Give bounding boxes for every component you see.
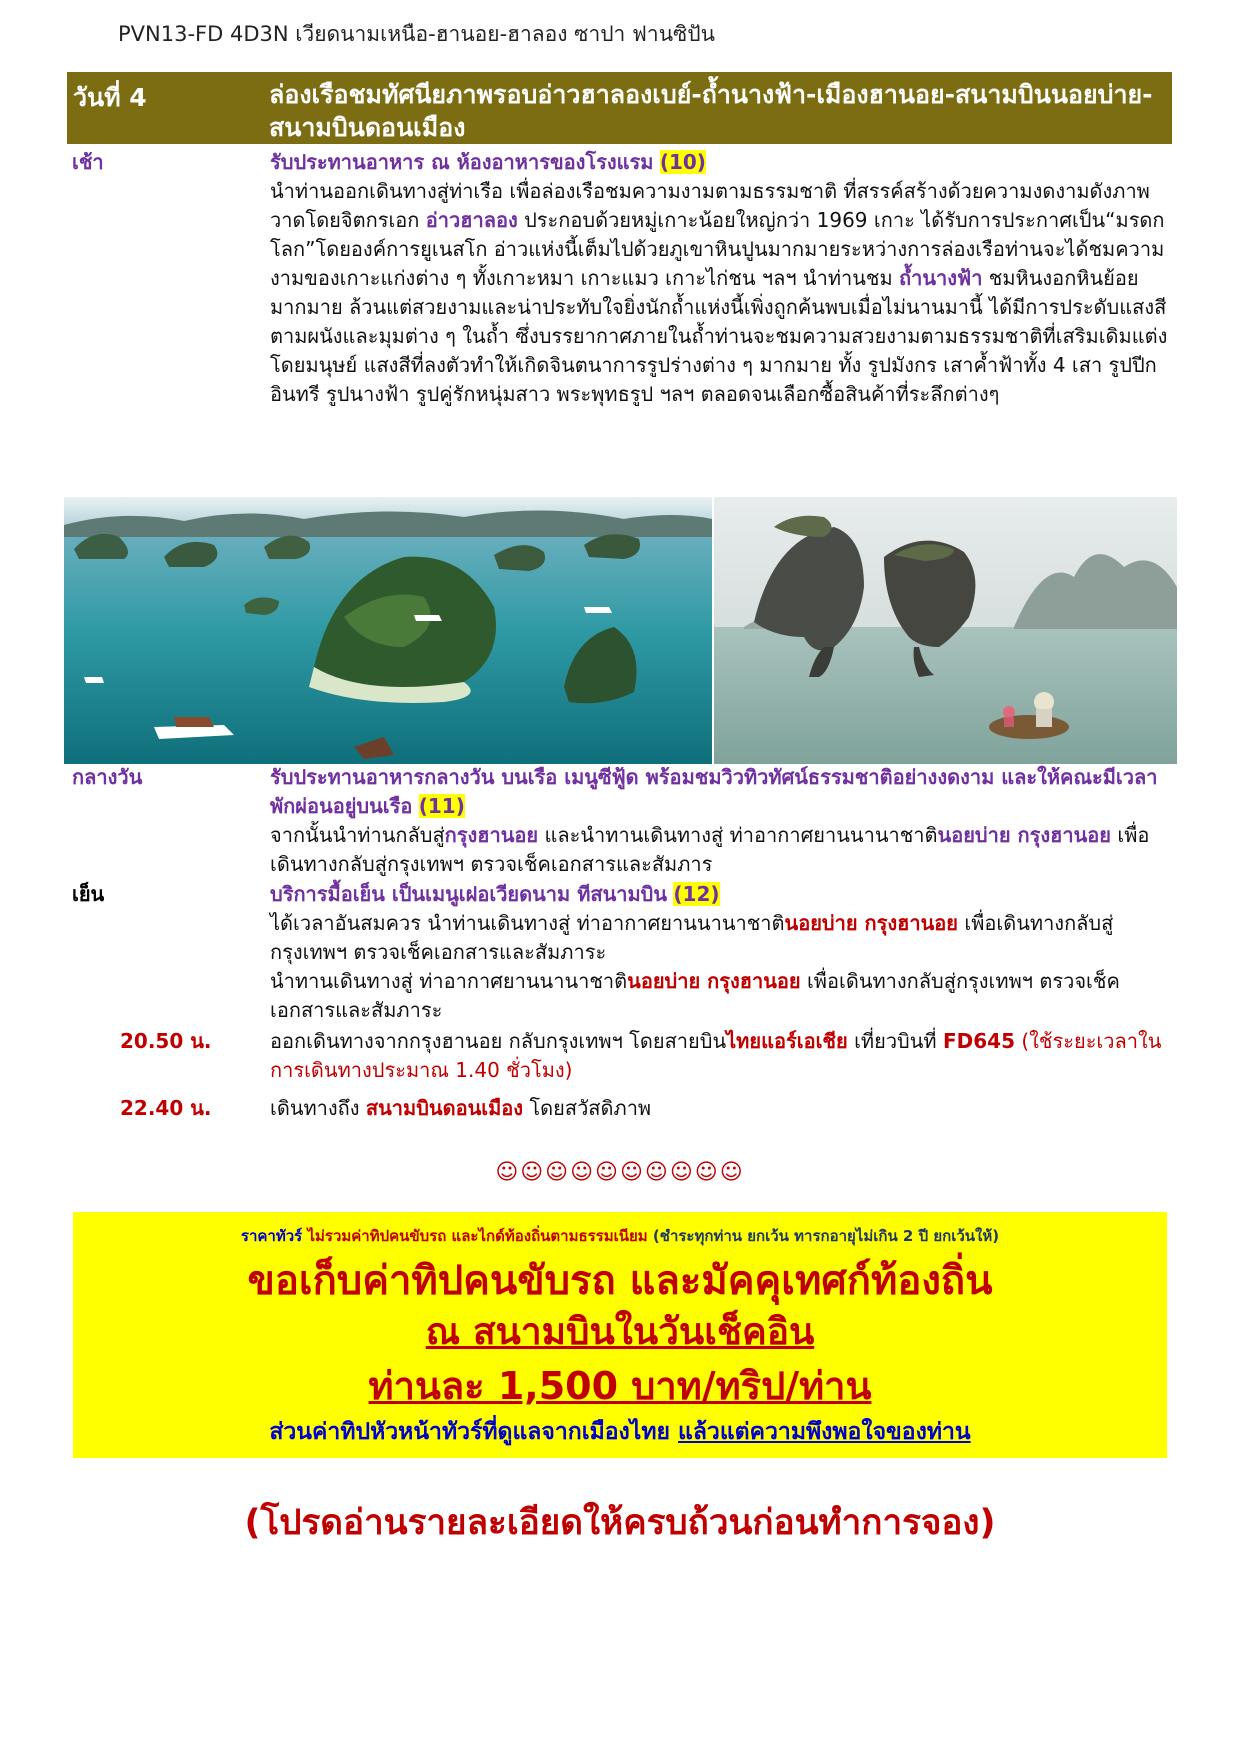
morning-meal-number: (10) bbox=[659, 150, 706, 174]
midday-text bbox=[270, 763, 1170, 879]
tip-line-5b: แล้วแต่ความพึงพอใจของท่าน bbox=[678, 1419, 971, 1445]
tip-line-4: ท่านละ 1,500 บาท/ทริป/ท่าน bbox=[368, 1364, 872, 1408]
day-number: วันที่ 4 bbox=[73, 83, 147, 112]
evening-label: เย็น bbox=[72, 882, 105, 906]
hanoi-highlight: กรุงฮานอย bbox=[444, 823, 539, 847]
twin-rocks-photo bbox=[714, 497, 1177, 764]
evening-meal: บริการมื้อเย็น เป็นเมนูเฝอเวียดนาม ทีสนามบิน bbox=[270, 882, 668, 906]
evening-desc-a2: เพื่อเดินทางกลับสู่กรุงเทพฯ ตรวจเช็คเอกสารและสัมภาระ bbox=[270, 911, 1114, 964]
morning-desc-1: นำท่านออกเดินทางสู่ท่าเรือ เพื่อล่องเรือชมความงามตามธรรมชาติ ที่สรรค์สร้างด้วยความงดงามดังภาพวาดโดยจิตกรเอก bbox=[270, 179, 1150, 232]
arrival-airport: สนามบินดอนเมือง bbox=[365, 1096, 524, 1120]
tip-notice-box bbox=[73, 1212, 1167, 1458]
midday-label: กลางวัน bbox=[72, 765, 143, 789]
flight-duration-note: (ใช้ระยะเวลาในการเดินทางประมาณ 1.40 ชั่วโมง) bbox=[270, 1029, 1162, 1082]
evening-noibai-b: นอยบ่าย กรุงฮานอย bbox=[627, 969, 801, 993]
arrival-text bbox=[270, 1094, 1170, 1123]
tip-line-1a: ราคาทัวร์ bbox=[240, 1227, 303, 1245]
evening-desc-b1: นำทานเดินทางสู่ ท่าอากาศยานนานาชาติ bbox=[270, 969, 628, 993]
departure-desc-1: ออกเดินทางจากกรุงฮานอย กลับกรุงเทพฯ โดยสายบิน bbox=[270, 1029, 727, 1053]
morning-text bbox=[270, 148, 1170, 409]
noibai-highlight: นอยบ่าย กรุงฮานอย bbox=[937, 823, 1111, 847]
arrival-time: 22.40 น. bbox=[120, 1096, 212, 1120]
tour-code: PVN13-FD 4D3N เวียดนามเหนือ-ฮานอย-ฮาลอง ซาปา ฟานซิปัน bbox=[118, 22, 715, 46]
tip-line-1 bbox=[73, 1224, 1167, 1248]
departure-text bbox=[270, 1027, 1170, 1085]
departure-desc-2: เที่ยวบินที่ bbox=[854, 1029, 937, 1053]
departure-time: 20.50 น. bbox=[120, 1029, 212, 1053]
smiley-divider: ☺☺☺☺☺☺☺☺☺☺ bbox=[495, 1160, 745, 1185]
arrival-desc-1: เดินทางถึง bbox=[270, 1096, 360, 1120]
evening-text bbox=[270, 880, 1170, 1025]
arrival-desc-2: โดยสวัสดิภาพ bbox=[529, 1096, 652, 1120]
flight-number: FD645 bbox=[942, 1029, 1015, 1053]
footer-notice: (โปรดอ่านรายละเอียดให้ครบถ้วนก่อนทำการจอง) bbox=[244, 1503, 996, 1543]
tip-line-2: ขอเก็บค่าทิปคนขับรถ และมัคคุเทศก์ท้องถิ่น bbox=[247, 1258, 993, 1304]
tip-line-1b: ไม่รวมค่าทิปคนขับรถ และไกด์ท้องถิ่นตามธรรมเนียม bbox=[307, 1227, 648, 1245]
tip-line-5a: ส่วนค่าทิปหัวหน้าทัวร์ที่ดูแลจากเมืองไทย bbox=[269, 1419, 670, 1445]
morning-meal: รับประทานอาหาร ณ ห้องอาหารของโรงแรม bbox=[270, 150, 654, 174]
evening-desc-b2: เพื่อเดินทางกลับสู่กรุงเทพฯ ตรวจเช็คเอกสารและสัมภาระ bbox=[270, 969, 1120, 1022]
midday-desc-2: และนำทานเดินทางสู่ ท่าอากาศยานนานาชาติ bbox=[544, 823, 938, 847]
morning-desc-2: ประกอบด้วยหมู่เกาะน้อยใหญ่กว่า 1969 เกาะ ได้รับการประกาศเป็น“มรดกโลก”โดยองค์การยูเนสโก อ่าวแห่งนี้เต็มไปด้วยภูเขาหินปูนมากมายระหว่างการล่องเรือท่านจะได้ชมความงามของเกาะแก่งต่าง ๆ ทั้งเกาะหมา เกาะแมว เกาะไก่ชน ฯลฯ นำท่านชม bbox=[270, 208, 1165, 290]
evening-meal-number: (12) bbox=[673, 882, 720, 906]
airline-name: ไทยแอร์เอเชีย bbox=[726, 1029, 848, 1053]
midday-desc-3: เพื่อเดินทางกลับสู่กรุงเทพฯ ตรวจเช็คเอกสารและสัมภาร bbox=[270, 823, 1150, 876]
halong-bay-aerial-photo bbox=[64, 497, 712, 764]
midday-meal-number: (11) bbox=[418, 794, 465, 818]
evening-noibai-a: นอยบ่าย กรุงฮานอย bbox=[784, 911, 958, 935]
day-title: ล่องเรือชมทัศนียภาพรอบอ่าวฮาลองเบย์-ถ้ำนางฟ้า-เมืองฮานอย-สนามบินนอยบ่าย-สนามบินดอนเมือง bbox=[269, 80, 1153, 142]
midday-desc-1: จากนั้นนำท่านกลับสู่ bbox=[270, 823, 445, 847]
morning-desc-3: ชมหินงอกหินย้อยมากมาย ล้วนแต่สวยงามและน่าประทับใจยิ่งนักถ้ำแห่งนี้เพิ่งถูกค้นพบเมื่อไม่นานมานี้ ได้มีการประดับแสงสีตามผนังและมุมต่าง ๆ ในถ้ำ ซึ่งบรรยากาศภายในถ้ำท่านจะชมความสวยงามตามธรรมชาติที่เสริมเดิมแต่งโดยมนุษย์ แสงสีที่ลงตัวทำให้เกิดจินตนาการรูปร่างต่าง ๆ มากมาย ทั้ง รูปมังกร เสาค้ำฟ้าทั้ง 4 เสา รูปปีกอินทรี รูปนางฟ้า รูปคู่รักหนุ่มสาว พระพุทธรูป ฯลฯ ตลอดจนเลือกซื้อสินค้าที่ระลึกต่างๆ bbox=[270, 266, 1168, 406]
halong-bay-highlight: อ่าวฮาลอง bbox=[425, 208, 518, 232]
tip-line-3: ณ สนามบินในวันเช็คอิน bbox=[425, 1310, 815, 1353]
morning-label: เช้า bbox=[72, 150, 104, 174]
fairy-cave-highlight: ถ้ำนางฟ้า bbox=[899, 266, 983, 290]
midday-meal: รับประทานอาหารกลางวัน บนเรือ เมนูซีฟู้ด พร้อมชมวิวทิวทัศน์ธรรมชาติอย่างงดงาม และให้คณะมีเวลาพักผ่อนอยู่บนเรือ bbox=[270, 765, 1158, 818]
photo-strip bbox=[64, 497, 1177, 764]
tip-line-5 bbox=[73, 1414, 1167, 1450]
day-header-band bbox=[67, 72, 1172, 144]
evening-desc-a1: ได้เวลาอันสมควร นำท่านเดินทางสู่ ท่าอากาศยานนานาชาติ bbox=[270, 911, 785, 935]
tip-line-1c: (ชำระทุกท่าน ยกเว้น ทารกอายุไม่เกิน 2 ปี ยกเว้นให้) bbox=[652, 1227, 1000, 1245]
